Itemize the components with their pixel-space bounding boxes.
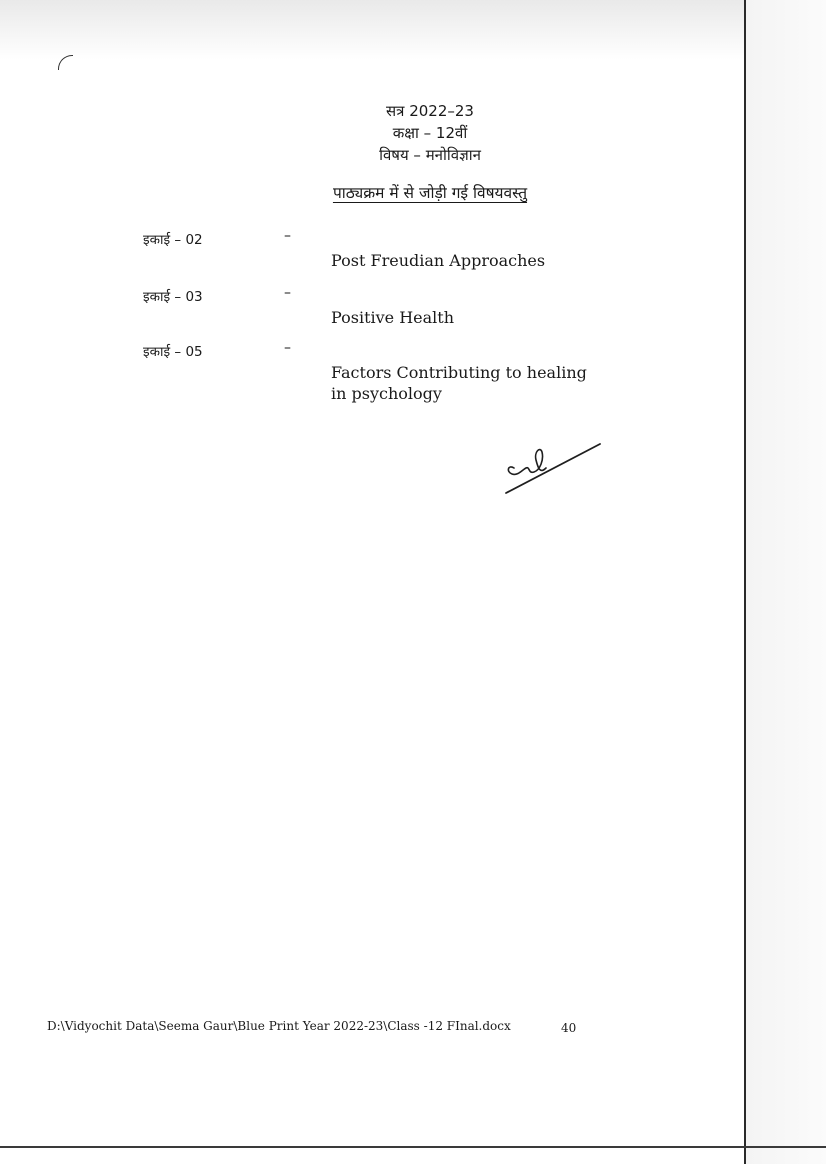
unit-description: Positive Health [331, 308, 455, 327]
signature-image [500, 438, 605, 498]
page-number: 40 [561, 1021, 577, 1035]
unit-description: Factors Contributing to healing in psychology [331, 363, 587, 403]
unit-label: इकाई – 05 [143, 344, 203, 360]
unit-dash: – [284, 228, 291, 244]
class-heading: कक्षा – 12वीं [392, 124, 468, 142]
session-heading: सत्र 2022–23 [386, 102, 474, 120]
footer-file-path: D:\Vidyochit Data\Seema Gaur\Blue Print Year 2022-23\Class -12 FInal.docx [47, 1019, 511, 1033]
unit-label: इकाई – 03 [143, 289, 203, 305]
scan-shade [0, 0, 745, 60]
scan-right-margin [746, 0, 826, 1164]
unit-label: इकाई – 02 [143, 232, 203, 248]
section-title: पाठ्यक्रम में से जोड़ी गई विषयवस्तु [332, 184, 528, 202]
unit-description: Post Freudian Approaches [331, 251, 546, 270]
unit-dash: – [284, 340, 291, 356]
scan-right-edge [744, 0, 746, 1164]
unit-dash: – [284, 285, 291, 301]
subject-heading: विषय – मनोविज्ञान [379, 146, 481, 164]
scan-bottom-edge [0, 1146, 826, 1148]
